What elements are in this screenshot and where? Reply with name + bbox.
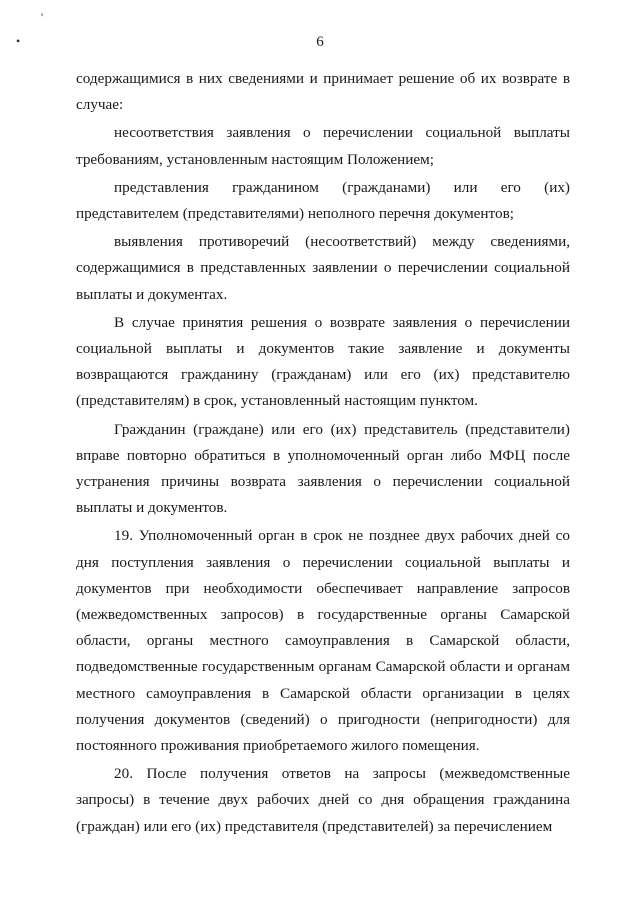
paragraph-return: В случае принятия решения о возврате заявления о перечислении социальной выплаты и документов такие заявление и документы возвращаются гражданину (гражданам) или его (их) представителю (представителям) в срок, установленный настоящим пунктом.	[76, 313, 570, 410]
scan-dot: •	[16, 34, 21, 48]
paragraph-reason-1: несоответствия заявления о перечислении социальной выплаты требованиям, установленным настоящим Положением;	[76, 124, 570, 168]
paragraph-continuation: содержащимися в них сведениями и принимает решение об их возврате в случае:	[76, 70, 570, 114]
paragraph-item-20: 20. После получения ответов на запросы (межведомственные запросы) в течение двух рабочих дней со дня обращения гражданина (граждан) или его (их) представителя (представителей) за перечислением	[76, 765, 570, 835]
paragraph-reapply: Гражданин (граждане) или его (их) представитель (представители) вправе повторно обратиться в уполномоченный орган либо МФЦ после устранения причины возврата заявления о перечислении социальной выплаты и документов.	[76, 420, 570, 517]
paragraph-item-19: 19. Уполномоченный орган в срок не позднее двух рабочих дней со дня поступления заявления о перечислении социальной выплаты и документов при необходимости обеспечивает направление запросов (межведомственных запросов) в государственные органы Самарской области, органы местного самоуправления в Самарской области, подведомственные государственным органам Самарской области и органам местного самоуправления в Самарской области организации в целях получения документов (сведений) о пригодности (непригодности) для постоянного проживания приобретаемого жилого помещения.	[76, 527, 570, 755]
scan-mark: '	[41, 10, 44, 24]
page-number: 6	[316, 34, 324, 50]
document-body	[76, 66, 570, 842]
paragraph-reason-3: выявления противоречий (несоответствий) между сведениями, содержащимися в представленных заявлении о перечислении социальной выплаты и документах.	[76, 233, 570, 303]
paragraph-reason-2: представления гражданином (гражданами) или его (их) представителем (представителями) неполного перечня документов;	[76, 178, 570, 223]
